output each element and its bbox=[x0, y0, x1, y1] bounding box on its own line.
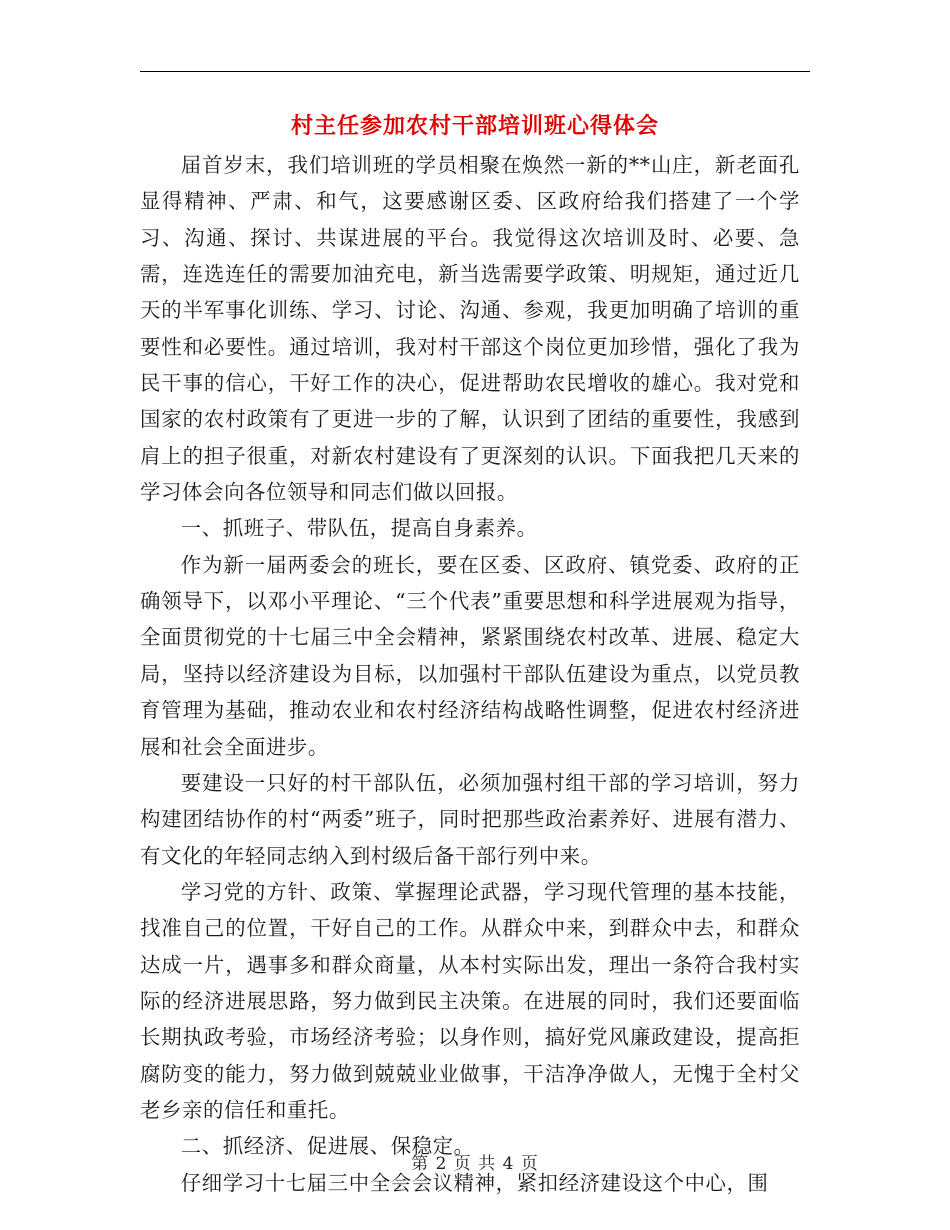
section-heading-2: 二、抓经济、促进展、保稳定。 bbox=[180, 1134, 475, 1159]
document-title: 村主任参加农村干部培训班心得体会 bbox=[290, 113, 659, 139]
paragraph-team-building: 要建设一只好的村干部队伍，必须加强村组干部的学习培训，努力构建团结协作的村“两委”班子，同时把那些政治素养好、进展有潜力、有文化的年轻同志纳入到村级后备干部行列中来。 bbox=[140, 770, 800, 868]
paragraph-leadership: 作为新一届两委会的班长，要在区委、区政府、镇党委、政府的正确领导下，以邓小平理论、“三个代表”重要思想和科学进展观为指导，全面贯彻党的十七届三中全会精神，紧紧围绕农村改革、进展、稳定大局，坚持以经济建设为目标，以加强村干部队伍建设为重点，以党员教育管理为基础，推动农业和农村经济结构战略性调整，促进农村经济进展和社会全面进步。 bbox=[140, 552, 800, 759]
paragraph-study-policy: 学习党的方针、政策、掌握理论武器，学习现代管理的基本技能，找准自己的位置，干好自己的工作。从群众中来，到群众中去，和群众达成一片，遇事多和群众商量，从本村实际出发，理出一条符合我村实际的经济进展思路，努力做到民主决策。在进展的同时，我们还要面临长期执政考验，市场经济考验；以身作则，搞好党风廉政建设，提高拒腐防变的能力，努力做到兢兢业业做事，干洁净净做人，无愧于全村父老乡亲的信任和重托。 bbox=[140, 879, 800, 1122]
page-number-footer: 第 2 页 共 4 页 bbox=[411, 1154, 539, 1174]
paragraph-economy: 仔细学习十七届三中全会会议精神，紧扣经济建设这个中心，围 bbox=[180, 1170, 769, 1195]
document-body bbox=[140, 147, 800, 1201]
paragraph-intro: 届首岁末，我们培训班的学员相聚在焕然一新的**山庄，新老面孔显得精神、严肃、和气，这要感谢区委、区政府给我们搭建了一个学习、沟通、探讨、共谋进展的平台。我觉得这次培训及时、必要、急需，连选连任的需要加油充电，新当选需要学政策、明规矩，通过近几天的半军事化训练、学习、讨论、沟通、参观，我更加明确了培训的重要性和必要性。通过培训，我对村干部这个岗位更加珍惜，强化了我为民干事的信心，干好工作的决心，促进帮助农民增收的雄心。我对党和国家的农村政策有了更进一步的了解，认识到了团结的重要性，我感到肩上的担子很重，对新农村建设有了更深刻的认识。下面我把几天来的学习体会向各位领导和同志们做以回报。 bbox=[140, 153, 800, 505]
section-heading-1: 一、抓班子、带队伍，提高自身素养。 bbox=[180, 516, 538, 541]
header-rule bbox=[140, 71, 810, 72]
